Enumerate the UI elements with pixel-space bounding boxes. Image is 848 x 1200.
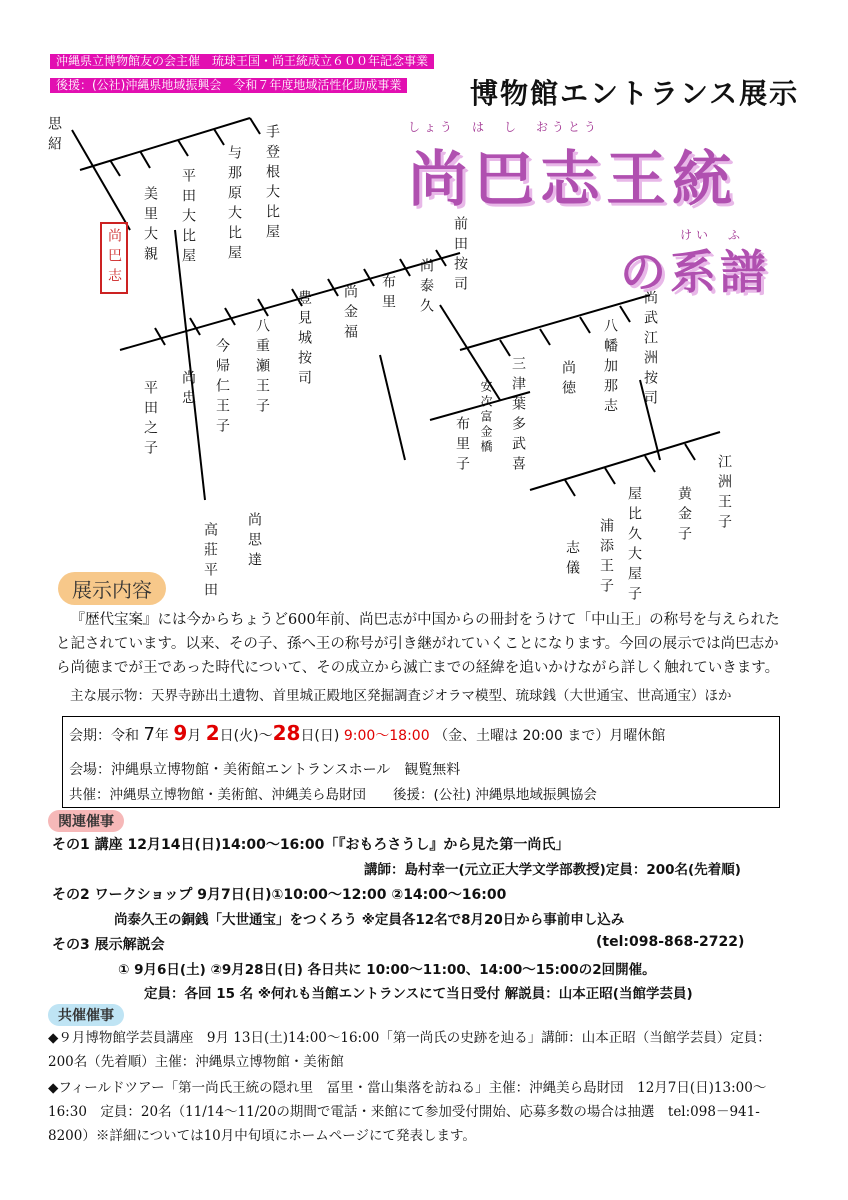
name-gen1-1: 平田大比屋: [180, 168, 196, 268]
name-gen3b-4: 尚徳: [560, 360, 576, 400]
name-gen3b-2: 安次富金橋: [479, 380, 493, 455]
period-hours: 9:00〜18:00: [343, 728, 430, 744]
co-events-label: 共催催事: [48, 1004, 124, 1026]
name-gen3a-0: 尚思達: [246, 512, 262, 572]
organizer-bar: 沖縄県立博物館友の会主催 琉球王国・尚王統成立６００年記念事業: [50, 54, 434, 69]
name-gen2-4: 豊見城按司: [296, 290, 312, 390]
hosts-line: 共催：沖縄県立博物館・美術館、沖縄美ら島財団 後援：(公社) 沖縄県地域振興協会: [69, 787, 597, 803]
co-event-1: ◆９月博物館学芸員講座 9月 13日(土)14:00〜16:00「第一尚氏の史跡を辿る」講師：山本正昭（当館学芸員）定員：200名（先着順）主催：沖縄県立博物館・美術館: [48, 1030, 771, 1070]
content-paragraph: 『歴代宝案』には今からちょうど600年前、尚巴志が中国からの冊封をうけて「中山王」の称号を与えられたと記されています。以来、その子、孫へ王の称号が引き継がれていくことになります。今回の展示では尚巴志から尚徳までが王であった時代について、その成立から滅亡までの経緯を追いかけながら詳しく触れていきます。: [56, 612, 780, 676]
event1-line2: 講師：島村幸一(元立正大学文学部教授)定員：200名(先着順): [364, 862, 741, 878]
name-gen2-3: 八重瀬王子: [254, 318, 270, 418]
sponsor-bar: 後援：(公社)沖縄県地域振興会 令和７年度地域活性化助成事業: [50, 78, 407, 93]
name-gen4-3: 黄金子: [676, 486, 692, 546]
sub-title: の系譜: [620, 245, 770, 299]
period-start-suffix: 日(火)〜: [219, 728, 273, 744]
content-section-label: 展示内容: [58, 572, 166, 605]
name-gen3b-6: 尚武江洲按司: [642, 290, 658, 410]
name-gen2-6: 布里: [380, 274, 396, 314]
period-month: 9: [173, 721, 188, 745]
name-gen3b-1: 布里子: [454, 416, 470, 476]
name-gen3b-3: 三津葉多武喜: [510, 356, 526, 476]
name-gen4-2: 屋比久大屋子: [626, 486, 642, 606]
exhibit-list: 主な展示物：天界寺跡出土遺物、首里城正殿地区発掘調査ジオラマ模型、琉球銭（大世通宝、世高通宝）ほか: [70, 688, 732, 704]
venue-line: 会場：沖縄県立博物館・美術館エントランスホール 観覧無料: [69, 762, 461, 778]
subtitle-ruby: けい ふ: [680, 228, 745, 242]
period-label: 会期：令和: [69, 728, 139, 744]
info-box: [62, 716, 780, 808]
name-gen2-5: 尚金福: [342, 284, 358, 344]
title-ruby: しょう は し おうとう: [408, 120, 601, 134]
period-hours-note: （金、土曜は 20:00 まで）月曜休館: [434, 728, 666, 744]
name-gen2-0: 平田之子: [142, 380, 158, 460]
event3-line3: 定員：各回 15 名 ※何れも当館エントランスにて当日受付 解説員：山本正昭(当館学芸員): [144, 986, 693, 1002]
period-month-unit: 月: [187, 728, 202, 744]
period-start-day: 2: [205, 721, 220, 745]
name-gen2-2: 今帰仁王子: [214, 338, 230, 438]
name-gen4-1: 浦添王子: [598, 518, 614, 598]
name-gen1-0: 美里大親: [142, 186, 158, 266]
period-end-day: 28: [272, 721, 301, 745]
event3-line1: その3 展示解説会: [52, 937, 165, 953]
name-gen2-1: 尚忠: [180, 370, 196, 410]
co-event-2: ◆フィールドツアー「第一尚氏王統の隠れ里 冨里・當山集落を訪ねる」主催：沖縄美ら島財団 12月7日(日)13:00〜16:30 定員：20名（11/14〜11/20の期間で電話・来館にて参加受付開始、応募多数の場合は抽選 tel:098－941-8200）※詳細については10月中旬頃にホームページにて発表します。: [48, 1080, 767, 1144]
name-gen4-4: 江洲王子: [716, 454, 732, 534]
period-line: [69, 721, 665, 745]
name-shisho: 思紹: [46, 116, 62, 156]
period-end-suffix: 日(日): [300, 728, 340, 744]
name-gen3b-5: 八幡加那志: [602, 318, 618, 418]
main-title: 尚巴志王統: [408, 145, 738, 215]
seal-shohashi: 尚巴志: [100, 222, 128, 294]
name-gen2-8: 前田按司: [452, 216, 468, 296]
event2-line2: 尚泰久王の銅銭「大世通宝」をつくろう ※定員各12名で8月20日から事前申し込み: [114, 912, 625, 928]
exhibit-type-title: 博物館エントランス展示: [470, 77, 800, 110]
name-gen3a-1: 高莊平田: [202, 522, 218, 602]
event3-tel: (tel:098-868-2722): [596, 934, 745, 950]
events-label: 関連催事: [48, 810, 124, 832]
event1-line1: その1 講座 12月14日(日)14:00〜16:00「『おもろさうし』から見た第一尚氏」: [52, 837, 570, 853]
event3-line2: ① 9月6日(土) ②9月28日(日) 各日共に 10:00〜11:00、14:00〜15:00の2回開催。: [118, 962, 656, 978]
name-gen1-3: 手登根大比屋: [264, 124, 280, 244]
name-gen4-0: 志儀: [564, 540, 580, 580]
period-year: 7: [143, 724, 155, 745]
name-gen1-2: 与那原大比屋: [226, 145, 242, 265]
name-gen2-7: 尚泰久: [418, 258, 434, 318]
period-year-unit: 年: [154, 728, 169, 744]
event2-line1: その2 ワークショップ 9月7日(日)①10:00〜12:00 ②14:00〜16:00: [52, 887, 507, 903]
